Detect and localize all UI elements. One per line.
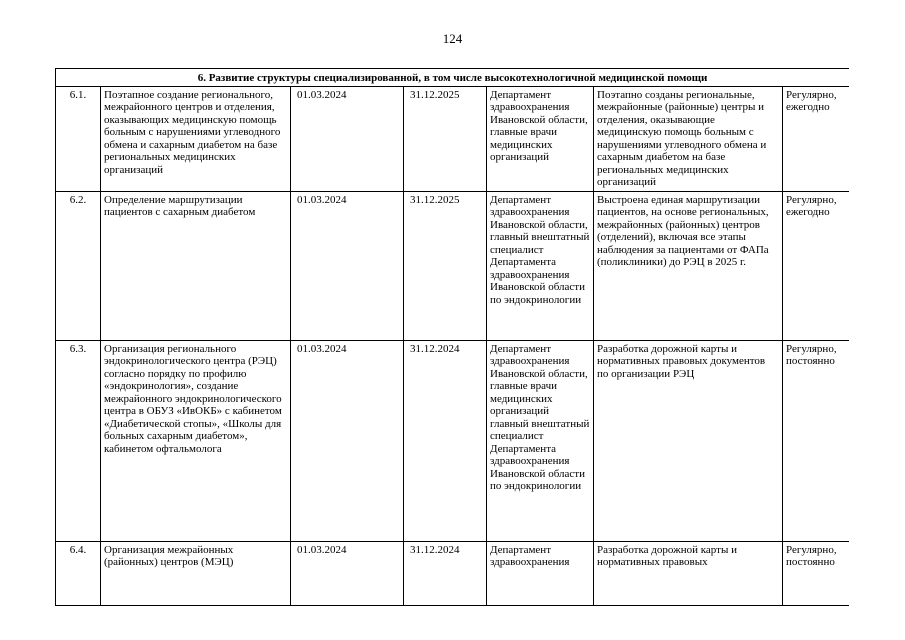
table-row <box>56 541 850 605</box>
frequency-cell: Регулярно, постоянно <box>783 541 850 605</box>
activity-cell: Организация регионального эндокринологического центра (РЭЦ) согласно порядку по профилю «эндокринология», создание межрайонного эндокринологического центра в ОБУЗ «ИвОКБ» с кабинетом «Диабетической стопы», «Школы для больных сахарным диабетом», кабинетом офтальмолога <box>101 340 291 541</box>
frequency-cell: Регулярно, ежегодно <box>783 86 850 191</box>
row-number: 6.1. <box>56 86 101 191</box>
table-row <box>56 340 850 541</box>
result-cell: Выстроена единая маршрутизации пациентов, на основе региональных, межрайонных (районных) центров (отделений), включая все этапы наблюдения за пациентами от ФАПа (поликлиники) до РЭЦ в 2025 г. <box>594 191 783 340</box>
end-date-cell: 31.12.2025 <box>404 86 487 191</box>
result-cell: Разработка дорожной карты и нормативных правовых документов по организации РЭЦ <box>594 340 783 541</box>
start-date-cell: 01.03.2024 <box>291 191 404 340</box>
responsible-cell: Департамент здравоохранения Ивановской области, главные врачи медицинских организаций <box>487 86 594 191</box>
responsible-cell: Департамент здравоохранения Ивановской области, главные врачи медицинских организаций главный внештатный специалист Департамента здравоохранения Ивановской области по эндокринологии <box>487 340 594 541</box>
plan-table <box>55 68 849 606</box>
end-date-cell: 31.12.2024 <box>404 340 487 541</box>
responsible-cell: Департамент здравоохранения <box>487 541 594 605</box>
end-date-cell: 31.12.2024 <box>404 541 487 605</box>
table-row <box>56 191 850 340</box>
responsible-cell: Департамент здравоохранения Ивановской области, главный внештатный специалист Департамента здравоохранения Ивановской области по эндокринологии <box>487 191 594 340</box>
section-title: 6. Развитие структуры специализированной, в том числе высокотехнологичной медицинской помощи <box>56 69 850 87</box>
end-date-cell: 31.12.2025 <box>404 191 487 340</box>
row-number: 6.3. <box>56 340 101 541</box>
activity-cell: Определение маршрутизации пациентов с сахарным диабетом <box>101 191 291 340</box>
frequency-cell: Регулярно, постоянно <box>783 340 850 541</box>
start-date-cell: 01.03.2024 <box>291 541 404 605</box>
result-cell: Поэтапно созданы региональные, межрайонные (районные) центры и отделения, оказывающие медицинскую помощь больным с нарушениями углеводного обмена и сахарным диабетом на базе региональных медицинских организаций <box>594 86 783 191</box>
activity-cell: Организация межрайонных (районных) центров (МЭЦ) <box>101 541 291 605</box>
page-number: 124 <box>442 31 463 46</box>
activity-cell: Поэтапное создание регионального, межрайонного центров и отделения, оказывающих медицинскую помощь больным с нарушениями углеводного обмена и сахарным диабетом на базе региональных медицинских организаций <box>101 86 291 191</box>
table-row <box>56 86 850 191</box>
start-date-cell: 01.03.2024 <box>291 86 404 191</box>
start-date-cell: 01.03.2024 <box>291 340 404 541</box>
frequency-cell: Регулярно, ежегодно <box>783 191 850 340</box>
section-header-row <box>56 69 850 87</box>
row-number: 6.2. <box>56 191 101 340</box>
plan-table-container <box>55 68 849 640</box>
row-number: 6.4. <box>56 541 101 605</box>
result-cell: Разработка дорожной карты и нормативных правовых <box>594 541 783 605</box>
